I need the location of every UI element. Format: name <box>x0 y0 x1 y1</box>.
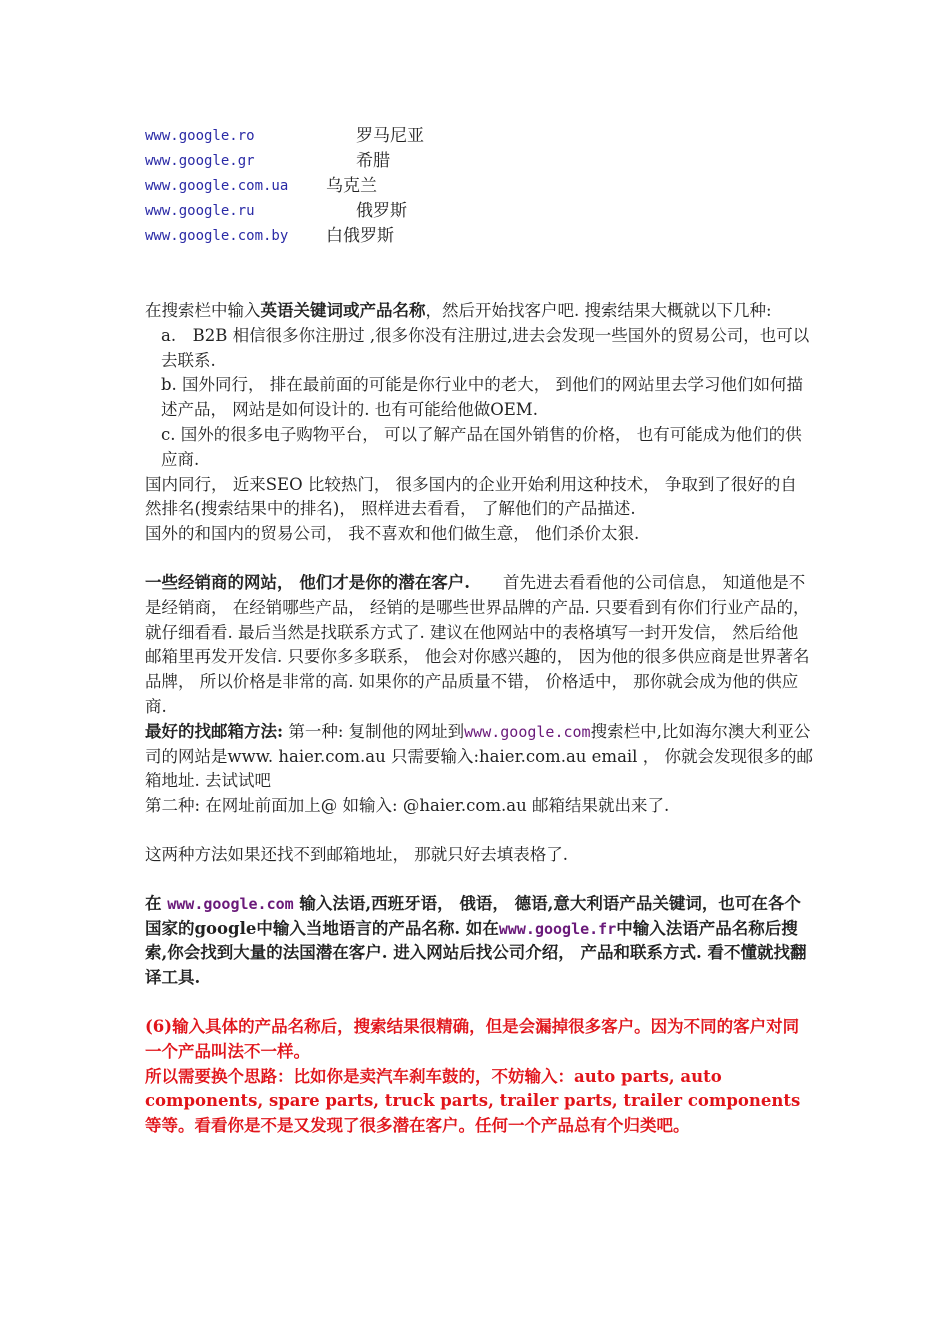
list-item-a: a. B2B 相信很多你注册过 ,很多你没有注册过,进去会发现一些国外的贸易公司，也可以去联系. <box>161 325 810 370</box>
list-item-b: b. 国外同行， 排在最前面的可能是你行业中的老大， 到他们的网站里去学习他们如何描述产品， 网站是如何设计的. 也有可能给他做OEM. <box>161 375 804 420</box>
site-url[interactable]: www.google.gr <box>145 153 255 169</box>
google-link[interactable]: www.google.com <box>167 894 294 913</box>
list-item <box>145 174 813 199</box>
intro-paragraph: 在搜索栏中输入英语关键词或产品名称，然后开始找客户吧. 搜索结果大概就以下几种: <box>145 301 772 320</box>
site-url[interactable]: www.google.com.by <box>145 228 289 244</box>
list-item-c: c. 国外的很多电子购物平台， 可以了解产品在国外销售的价格， 也有可能成为他们的供应商. <box>161 424 802 469</box>
list-item <box>145 199 813 224</box>
document-body <box>145 124 813 1139</box>
dealers-heading: 一些经销商的网站， 他们才是你的潜在客户. <box>145 572 470 592</box>
keyword-emphasis: 英语关键词或产品名称 <box>260 301 426 320</box>
country-name: 俄罗斯 <box>356 201 407 221</box>
local-language-paragraph: 在 www.google.com 输入法语,西班牙语， 俄语， 德语,意大利语产品关键词，也可在各个国家的google中输入当地语言的产品名称. 如在www.google.fr中输入法语产品名称后搜索,你会找到大量的法国潜在客户. 进入网站后找公司介绍， 产品和联系方式. 看不懂就找翻译工具. <box>145 893 807 988</box>
country-name: 乌克兰 <box>326 176 377 196</box>
country-name: 罗马尼亚 <box>356 126 424 146</box>
google-link[interactable]: www.google.com <box>464 722 591 741</box>
site-url[interactable]: www.google.ro <box>145 128 255 144</box>
email-method-paragraph: 最好的找邮箱方法: 第一种: 复制他的网址到www.google.com搜索栏中,比如海尔澳大利亚公司的网站是www. haier.com.au 只需要输入:haier.com.au email ， 你就会发现很多的邮箱地址. 去试试吧 <box>145 721 813 791</box>
email-method-second: 第二种: 在网址前面加上@ 如输入: @haier.com.au 邮箱结果就出来了. <box>145 796 670 816</box>
fallback-paragraph: 这两种方法如果还找不到邮箱地址， 那就只好去填表格了. <box>145 844 568 864</box>
domestic-paragraph: 国内同行， 近来SEO 比较热门， 很多国内的企业开始利用这种技术， 争取到了很好的自然排名(搜索结果中的排名)， 照样进去看看， 了解他们的产品描述. <box>145 474 797 519</box>
country-name: 希腊 <box>356 151 390 171</box>
email-heading: 最好的找邮箱方法: <box>145 721 284 741</box>
list-item <box>145 224 813 249</box>
trading-paragraph: 国外的和国内的贸易公司， 我不喜欢和他们做生意， 他们杀价太狠. <box>145 524 640 544</box>
tip-paragraph-2: 所以需要换个思路：比如你是卖汽车刹车鼓的，不妨输入：auto parts, auto components, spare parts, truck parts, trailer parts, trailer components等等。看看你是不是又发现了很多潜在客户。任何一个产品总有个归类吧。 <box>145 1066 801 1136</box>
country-name: 白俄罗斯 <box>326 226 394 246</box>
list-item <box>145 124 813 149</box>
site-url[interactable]: www.google.ru <box>145 203 255 219</box>
dealers-paragraph: 一些经销商的网站， 他们才是你的潜在客户. 首先进去看看他的公司信息， 知道他是不是经销商， 在经销哪些产品， 经销的是哪些世界品牌的产品. 只要看到有你们行业产品的， 就仔细看看. 最后当然是找联系方式了. 建议在他网站中的表格填写一封开发信， 然后给他邮箱里再发开发信. 只要你多多联系， 他会对你感兴趣的， 因为他的很多供应商是世界著名品牌， 所以价格是非常的高. 如果你的产品质量不错， 价格适中， 那你就会成为他的供应商. <box>145 572 810 716</box>
tip-paragraph-1: (6)输入具体的产品名称后，搜索结果很精确，但是会漏掉很多客户。因为不同的客户对同一个产品叫法不一样。 <box>145 1016 800 1061</box>
site-url[interactable]: www.google.com.ua <box>145 178 289 194</box>
google-site-list <box>145 124 813 249</box>
list-item <box>145 149 813 174</box>
google-fr-link[interactable]: www.google.fr <box>498 919 617 938</box>
